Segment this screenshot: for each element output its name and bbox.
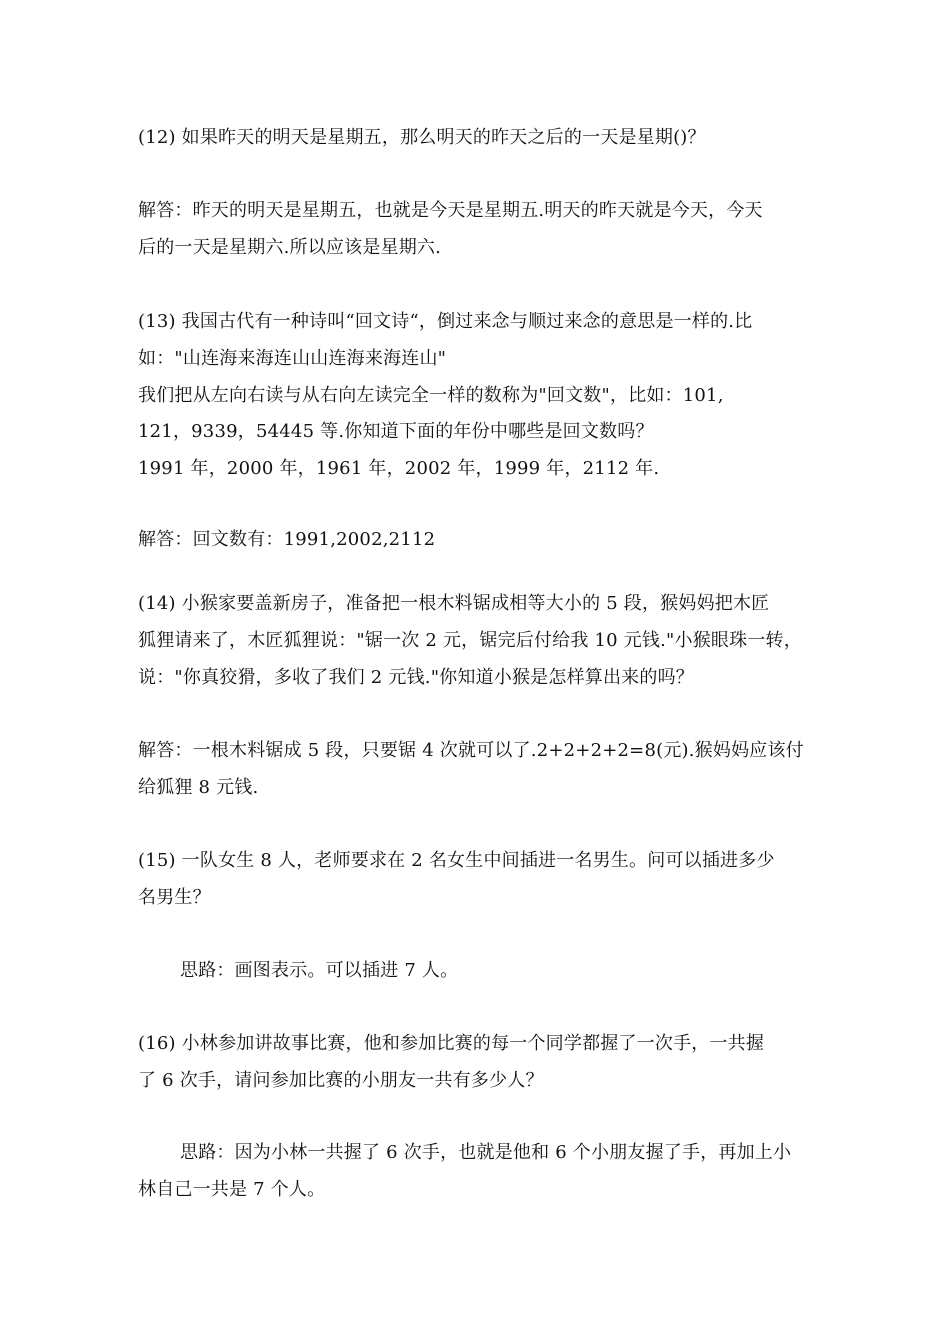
answer-13: 解答：回文数有：1991,2002,2112 xyxy=(138,529,436,550)
question-16-line-2: 了 6 次手，请问参加比赛的小朋友一共有多少人？ xyxy=(138,1070,544,1091)
question-13-line-2: 如："山连海来海连山山连海来海连山" xyxy=(138,348,447,369)
question-13-line-3: 我们把从左向右读与从右向左读完全一样的数称为"回文数"，比如：101, xyxy=(138,385,724,406)
question-13-line-5: 1991 年，2000 年，1961 年，2002 年，1999 年，2112 年. xyxy=(138,458,660,479)
hint-15: 思路：画图表示。可以插进 7 人。 xyxy=(180,960,459,981)
question-13-line-1: (13) 我国古代有一种诗叫“回文诗“，倒过来念与顺过来念的意思是一样的.比 xyxy=(138,311,753,332)
question-15-line-1: (15) 一队女生 8 人，老师要求在 2 名女生中间插进一名男生。问可以插进多少 xyxy=(138,850,775,871)
question-15-line-2: 名男生？ xyxy=(138,887,211,908)
question-14-line-2: 狐狸请来了，木匠狐狸说："锯一次 2 元，锯完后付给我 10 元钱."小猴眼珠一转， xyxy=(138,630,802,651)
question-14-line-1: (14) 小猴家要盖新房子，准备把一根木料锯成相等大小的 5 段，猴妈妈把木匠 xyxy=(138,593,770,614)
question-16-line-1: (16) 小林参加讲故事比赛，他和参加比赛的每一个同学都握了一次手，一共握 xyxy=(138,1033,765,1054)
answer-14-line-1: 解答：一根木料锯成 5 段，只要锯 4 次就可以了.2+2+2+2=8(元).猴妈妈应该付 xyxy=(138,740,804,761)
question-14-line-3: 说："你真狡猾，多收了我们 2 元钱."你知道小猴是怎样算出来的吗？ xyxy=(138,667,694,688)
question-12: (12) 如果昨天的明天是星期五，那么明天的昨天之后的一天是星期()？ xyxy=(138,127,706,148)
question-13-line-4: 121，9339，54445 等.你知道下面的年份中哪些是回文数吗？ xyxy=(138,421,654,442)
answer-14-line-2: 给狐狸 8 元钱. xyxy=(138,777,259,798)
hint-16-line-2: 林自己一共是 7 个人。 xyxy=(138,1179,326,1200)
hint-16-line-1: 思路：因为小林一共握了 6 次手，也就是他和 6 个小朋友握了手，再加上小 xyxy=(180,1142,792,1163)
answer-12-line-1: 解答：昨天的明天是星期五，也就是今天是星期五.明天的昨天就是今天，今天 xyxy=(138,200,763,221)
answer-12-line-2: 后的一天是星期六.所以应该是星期六. xyxy=(138,237,442,258)
